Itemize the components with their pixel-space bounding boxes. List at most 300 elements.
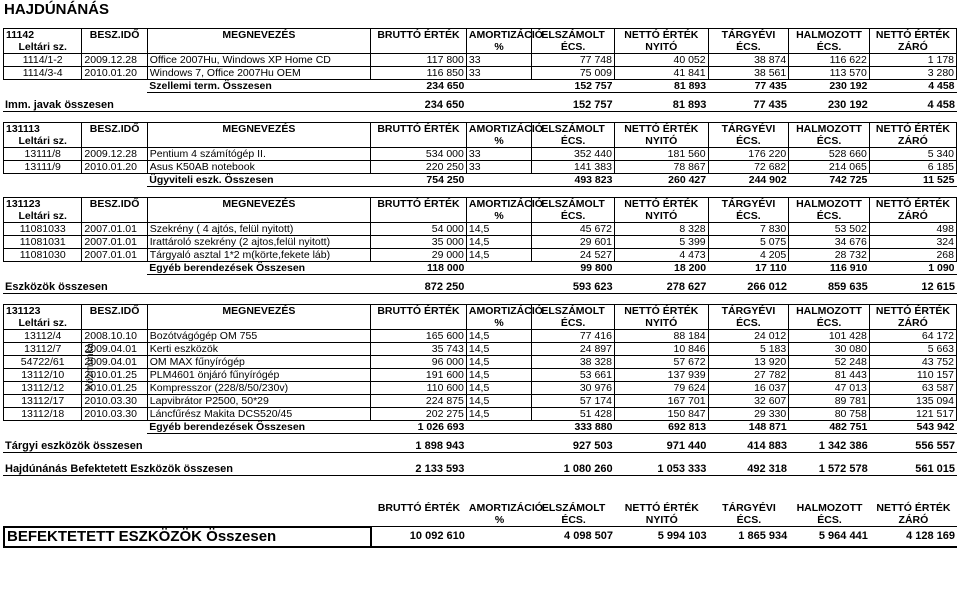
cell-c8: 28 732 xyxy=(789,249,870,262)
total-0-value: 152 757 xyxy=(532,99,615,112)
cell-c2: Kompresszor (228/8/50/230v) xyxy=(147,382,370,395)
table-row xyxy=(4,356,957,369)
cell-c5: 24 527 xyxy=(532,249,615,262)
grand-total-value: 561 015 xyxy=(870,463,957,476)
cell-c3: 35 743 xyxy=(371,343,467,356)
cell-c3: 96 000 xyxy=(371,356,467,369)
cell-empty xyxy=(4,421,82,434)
header-code: 131113 Leltári sz. xyxy=(4,123,82,148)
cell-c5: 45 672 xyxy=(532,223,615,236)
cell-c5: 141 383 xyxy=(532,161,615,174)
cell-c0: 13111/9 xyxy=(4,161,82,174)
total-3-value: 927 503 xyxy=(532,440,615,453)
table-row xyxy=(4,161,957,174)
subtotal-label: Egyéb berendezések Összesen xyxy=(147,421,370,434)
total-2-value: 278 627 xyxy=(615,281,709,294)
section-131123 xyxy=(3,304,957,434)
cell-c9: 63 587 xyxy=(869,382,956,395)
cell-c1: 2007.01.01 xyxy=(82,249,147,262)
header-row xyxy=(4,29,957,54)
cell-c5: 53 661 xyxy=(532,369,615,382)
cell-c1: 2010.01.20 xyxy=(82,67,147,80)
total-3-row xyxy=(3,440,957,453)
cell-empty xyxy=(4,174,82,187)
header-row xyxy=(4,198,957,223)
cell-c7: 32 607 xyxy=(708,395,789,408)
grand-total-row xyxy=(3,463,957,476)
cell-c0: 13112/12 xyxy=(4,382,82,395)
cell-c1: 2009.12.28 xyxy=(82,148,147,161)
subtotal-value: 742 725 xyxy=(789,174,870,187)
final-value: 5 994 103 xyxy=(615,527,709,547)
final-value: 1 865 934 xyxy=(709,527,790,547)
cell-c9: 5 663 xyxy=(869,343,956,356)
cell-c8: 89 781 xyxy=(789,395,870,408)
subtotal-value: 482 751 xyxy=(789,421,870,434)
cell-c6: 4 473 xyxy=(614,249,708,262)
header-c2: MEGNEVEZÉS xyxy=(147,305,370,330)
header-c7: TÁRGYÉVI ÉCS. xyxy=(708,123,789,148)
header-c7: TÁRGYÉVI ÉCS. xyxy=(708,305,789,330)
cell-c2: Bozótvágógép OM 755 xyxy=(147,330,370,343)
final-header-c9: NETTÓ ÉRTÉK ZÁRÓ xyxy=(870,502,957,527)
cell-c8: 34 676 xyxy=(789,236,870,249)
subtotal-value xyxy=(466,421,531,434)
cell-c7: 16 037 xyxy=(708,382,789,395)
cell-c4: 33 xyxy=(466,67,531,80)
cell-c0: 11081031 xyxy=(4,236,82,249)
cell-c9: 268 xyxy=(869,249,956,262)
cell-c3: 220 250 xyxy=(371,161,467,174)
cell-c6: 8 328 xyxy=(614,223,708,236)
total-2-label: Eszközök összesen xyxy=(3,281,370,294)
subtotal-row xyxy=(4,262,957,275)
total-0-label: Imm. javak összesen xyxy=(3,99,370,112)
subtotal-value: 77 435 xyxy=(708,80,789,93)
subtotal-value: 1 090 xyxy=(869,262,956,275)
total-2-value xyxy=(466,281,531,294)
header-c5: ELSZÁMOLT ÉCS. xyxy=(532,29,615,54)
cell-c6: 5 399 xyxy=(614,236,708,249)
cell-c3: 202 275 xyxy=(371,408,467,421)
final-summary xyxy=(3,502,957,548)
cell-c9: 324 xyxy=(869,236,956,249)
grand-total-value xyxy=(466,463,531,476)
subtotal-value: 333 880 xyxy=(532,421,615,434)
subtotal-value: 17 110 xyxy=(708,262,789,275)
cell-c3: 191 600 xyxy=(371,369,467,382)
cell-c9: 1 178 xyxy=(869,54,956,67)
cell-c5: 352 440 xyxy=(532,148,615,161)
cell-c8: 47 013 xyxy=(789,382,870,395)
cell-c8: 116 622 xyxy=(789,54,870,67)
subtotal-value: 260 427 xyxy=(614,174,708,187)
header-c8: HALMOZOTT ÉCS. xyxy=(789,305,870,330)
header-c5: ELSZÁMOLT ÉCS. xyxy=(532,198,615,223)
cell-c4: 33 xyxy=(466,161,531,174)
spacer xyxy=(0,453,960,463)
final-value xyxy=(467,527,532,547)
section-11142 xyxy=(3,28,957,93)
header-c9: NETTÓ ÉRTÉK ZÁRÓ xyxy=(869,305,956,330)
subtotal-row xyxy=(4,174,957,187)
grand-total-label: Hajdúnánás Befektetett Eszközök összesen xyxy=(3,463,370,476)
cell-c0: 13111/8 xyxy=(4,148,82,161)
cell-c0: 11081033 xyxy=(4,223,82,236)
cell-c4: 33 xyxy=(466,54,531,67)
cell-c5: 75 009 xyxy=(532,67,615,80)
total-2-value: 266 012 xyxy=(708,281,789,294)
header-c8: HALMOZOTT ÉCS. xyxy=(789,123,870,148)
cell-c7: 176 220 xyxy=(708,148,789,161)
cell-c0: 13112/10 xyxy=(4,369,82,382)
header-c8: HALMOZOTT ÉCS. xyxy=(789,29,870,54)
cell-c1: 2009.04.01 xyxy=(82,343,147,356)
header-c6: NETTÓ ÉRTÉK NYITÓ xyxy=(614,123,708,148)
cell-c3: 29 000 xyxy=(371,249,467,262)
subtotal-value: 1 026 693 xyxy=(371,421,467,434)
cell-c2: Office 2007Hu, Windows XP Home CD xyxy=(147,54,370,67)
cell-c3: 224 875 xyxy=(371,395,467,408)
cell-c3: 534 000 xyxy=(371,148,467,161)
subtotal-value: 692 813 xyxy=(614,421,708,434)
cell-c5: 30 976 xyxy=(532,382,615,395)
total-3-value: 971 440 xyxy=(615,440,709,453)
table-row xyxy=(4,330,957,343)
cell-c1: 2009.04.01 xyxy=(82,356,147,369)
table-row xyxy=(4,148,957,161)
total-2 xyxy=(3,281,957,294)
cell-c1: 2010.03.30 xyxy=(82,408,147,421)
subtotal-value: 244 902 xyxy=(708,174,789,187)
cell-c8: 30 080 xyxy=(789,343,870,356)
cell-c5: 29 601 xyxy=(532,236,615,249)
section-131123 xyxy=(3,197,957,275)
header-c9: NETTÓ ÉRTÉK ZÁRÓ xyxy=(869,198,956,223)
header-c3: BRUTTÓ ÉRTÉK xyxy=(371,29,467,54)
cell-c7: 72 682 xyxy=(708,161,789,174)
total-0-value: 81 893 xyxy=(615,99,709,112)
table-row xyxy=(4,343,957,356)
subtotal-value: 493 823 xyxy=(532,174,615,187)
subtotal-value xyxy=(466,262,531,275)
final-header-c5: ELSZÁMOLT ÉCS. xyxy=(532,502,615,527)
cell-c7: 5 075 xyxy=(708,236,789,249)
final-value: 4 098 507 xyxy=(532,527,615,547)
cell-c8: 81 443 xyxy=(789,369,870,382)
header-c7: TÁRGYÉVI ÉCS. xyxy=(708,29,789,54)
total-3-value: 1 898 943 xyxy=(370,440,466,453)
subtotal-value: 230 192 xyxy=(789,80,870,93)
final-value: 4 128 169 xyxy=(870,527,957,547)
cell-c6: 181 560 xyxy=(614,148,708,161)
cell-c0: 13112/17 xyxy=(4,395,82,408)
cell-c7: 7 830 xyxy=(708,223,789,236)
total-0-value: 234 650 xyxy=(370,99,466,112)
cell-empty xyxy=(82,262,147,275)
cell-c8: 113 570 xyxy=(789,67,870,80)
header-c4: AMORTIZÁCIÓ % xyxy=(466,29,531,54)
header-c9: NETTÓ ÉRTÉK ZÁRÓ xyxy=(869,29,956,54)
cell-c4: 14,5 xyxy=(466,249,531,262)
cell-c6: 10 846 xyxy=(614,343,708,356)
cell-c6: 78 867 xyxy=(614,161,708,174)
header-c3: BRUTTÓ ÉRTÉK xyxy=(371,305,467,330)
subtotal-value: 118 000 xyxy=(371,262,467,275)
table-row xyxy=(4,249,957,262)
spacer xyxy=(0,476,960,502)
cell-c3: 116 850 xyxy=(371,67,467,80)
table-row xyxy=(4,67,957,80)
cell-c1: 2010.01.20 xyxy=(82,161,147,174)
cell-c8: 214 065 xyxy=(789,161,870,174)
spacer xyxy=(0,112,960,122)
total-3-value: 1 342 386 xyxy=(789,440,870,453)
header-row xyxy=(4,123,957,148)
total-0 xyxy=(3,99,957,112)
header-c3: BRUTTÓ ÉRTÉK xyxy=(371,123,467,148)
cell-c7: 4 205 xyxy=(708,249,789,262)
cell-c7: 27 782 xyxy=(708,369,789,382)
header-c1: BESZ.IDŐ xyxy=(82,305,147,330)
cell-c2: Szekrény ( 4 ajtós, felül nyitott) xyxy=(147,223,370,236)
cell-c0: 11081030 xyxy=(4,249,82,262)
header-c2: MEGNEVEZÉS xyxy=(147,198,370,223)
cell-c4: 14,5 xyxy=(466,343,531,356)
cell-c7: 38 874 xyxy=(708,54,789,67)
spacer xyxy=(0,294,960,304)
cell-c3: 117 800 xyxy=(371,54,467,67)
subtotal-value: 234 650 xyxy=(371,80,467,93)
page-title: HAJDÚNÁNÁS xyxy=(4,1,110,18)
cell-c2: Láncfűrész Makita DCS520/45 xyxy=(147,408,370,421)
cell-c3: 35 000 xyxy=(371,236,467,249)
subtotal-value: 18 200 xyxy=(614,262,708,275)
cell-c5: 77 416 xyxy=(532,330,615,343)
final-label: BEFEKTETETT ESZKÖZÖK Összesen xyxy=(4,527,371,547)
header-c2: MEGNEVEZÉS xyxy=(147,123,370,148)
cell-c4: 14,5 xyxy=(466,356,531,369)
cell-c2: Tárgyaló asztal 1*2 m(körte,fekete láb) xyxy=(147,249,370,262)
cell-c2: PLM4601 önjáró fűnyírógép xyxy=(147,369,370,382)
side-label: Közmunka xyxy=(85,343,97,391)
cell-c0: 13112/7 Közmunka xyxy=(4,343,82,356)
header-c6: NETTÓ ÉRTÉK NYITÓ xyxy=(614,305,708,330)
cell-c8: 101 428 xyxy=(789,330,870,343)
cell-c3: 165 600 xyxy=(371,330,467,343)
header-c1: BESZ.IDŐ xyxy=(82,29,147,54)
cell-c9: 5 340 xyxy=(869,148,956,161)
cell-c4: 14,5 xyxy=(466,330,531,343)
grand-total xyxy=(3,463,957,476)
subtotal-value: 754 250 xyxy=(371,174,467,187)
final-header-c7: TÁRGYÉVI ÉCS. xyxy=(709,502,790,527)
cell-c9: 121 517 xyxy=(869,408,956,421)
subtotal-row xyxy=(4,80,957,93)
header-c9: NETTÓ ÉRTÉK ZÁRÓ xyxy=(869,123,956,148)
cell-c0: 54722/61 xyxy=(4,356,82,369)
final-row xyxy=(4,527,957,547)
subtotal-value xyxy=(466,174,531,187)
cell-c5: 51 428 xyxy=(532,408,615,421)
spacer xyxy=(0,187,960,197)
total-2-row xyxy=(3,281,957,294)
cell-c6: 57 672 xyxy=(614,356,708,369)
grand-total-value: 1 572 578 xyxy=(789,463,870,476)
header-row xyxy=(4,305,957,330)
cell-c4: 33 xyxy=(466,148,531,161)
header-c1: BESZ.IDŐ xyxy=(82,198,147,223)
cell-empty xyxy=(82,421,147,434)
grand-total-value: 1 080 260 xyxy=(532,463,615,476)
total-0-value: 77 435 xyxy=(708,99,789,112)
subtotal-value: 4 458 xyxy=(869,80,956,93)
subtotal-value: 99 800 xyxy=(532,262,615,275)
total-2-value: 872 250 xyxy=(370,281,466,294)
header-code: 131123 Leltári sz. xyxy=(4,305,82,330)
subtotal-label: Szellemi term. Összesen xyxy=(147,80,370,93)
subtotal-value: 81 893 xyxy=(614,80,708,93)
table-row xyxy=(4,54,957,67)
cell-c9: 3 280 xyxy=(869,67,956,80)
cell-c7: 29 330 xyxy=(708,408,789,421)
total-3-value: 556 557 xyxy=(870,440,957,453)
cell-c8: 80 758 xyxy=(789,408,870,421)
cell-c1: 2008.10.10 xyxy=(82,330,147,343)
cell-c0: 13112/4 xyxy=(4,330,82,343)
header-c3: BRUTTÓ ÉRTÉK xyxy=(371,198,467,223)
final-header-c8: HALMOZOTT ÉCS. xyxy=(789,502,870,527)
final-header-c4: AMORTIZÁCIÓ % xyxy=(468,502,543,526)
cell-c8: 528 660 xyxy=(789,148,870,161)
header-c2: MEGNEVEZÉS xyxy=(147,29,370,54)
cell-c9: 43 752 xyxy=(869,356,956,369)
cell-c1: 2010.01.25 xyxy=(82,382,147,395)
total-2-value: 12 615 xyxy=(870,281,957,294)
cell-c2: OM MAX fűnyírógép xyxy=(147,356,370,369)
cell-c2: Kerti eszközök xyxy=(147,343,370,356)
cell-c6: 40 052 xyxy=(614,54,708,67)
cell-c4: 14,5 xyxy=(466,395,531,408)
grand-total-value: 1 053 333 xyxy=(615,463,709,476)
final-header-c6: NETTÓ ÉRTÉK NYITÓ xyxy=(615,502,709,527)
cell-c6: 79 624 xyxy=(614,382,708,395)
header-c5: ELSZÁMOLT ÉCS. xyxy=(532,305,615,330)
cell-c9: 135 094 xyxy=(869,395,956,408)
table-row xyxy=(4,236,957,249)
cell-c4: 14,5 xyxy=(466,223,531,236)
cell-c7: 13 920 xyxy=(708,356,789,369)
cell-empty xyxy=(4,262,82,275)
cell-c1: 2007.01.01 xyxy=(82,236,147,249)
cell-empty xyxy=(4,80,82,93)
total-3-value: 414 883 xyxy=(708,440,789,453)
cell-c2: Irattároló szekrény (2 ajtos,felül nyitott) xyxy=(147,236,370,249)
cell-c2: Asus K50AB notebook xyxy=(147,161,370,174)
cell-c3: 110 600 xyxy=(371,382,467,395)
cell-c7: 5 183 xyxy=(708,343,789,356)
cell-empty xyxy=(82,80,147,93)
subtotal-value xyxy=(466,80,531,93)
table-row xyxy=(4,408,957,421)
subtotal-value: 116 910 xyxy=(789,262,870,275)
total-3 xyxy=(3,440,957,453)
cell-c0: 1114/3-4 xyxy=(4,67,82,80)
final-header-c3: BRUTTÓ ÉRTÉK xyxy=(371,502,467,527)
final-value: 10 092 610 xyxy=(371,527,467,547)
subtotal-label: Egyéb berendezések Összesen xyxy=(147,262,370,275)
cell-c4: 14,5 xyxy=(466,408,531,421)
cell-c2: Windows 7, Office 2007Hu OEM xyxy=(147,67,370,80)
header-c8: HALMOZOTT ÉCS. xyxy=(789,198,870,223)
subtotal-value: 148 871 xyxy=(708,421,789,434)
cell-c4: 14,5 xyxy=(466,369,531,382)
cell-c9: 110 157 xyxy=(869,369,956,382)
header-c6: NETTÓ ÉRTÉK NYITÓ xyxy=(614,29,708,54)
cell-c7: 24 012 xyxy=(708,330,789,343)
grand-total-value: 492 318 xyxy=(708,463,789,476)
total-0-value: 4 458 xyxy=(870,99,957,112)
total-3-value xyxy=(466,440,531,453)
subtotal-row xyxy=(4,421,957,434)
header-c4: AMORTIZÁCIÓ % xyxy=(466,198,531,223)
cell-c8: 52 248 xyxy=(789,356,870,369)
cell-c1: 2007.01.01 xyxy=(82,223,147,236)
total-0-value: 230 192 xyxy=(789,99,870,112)
table-row xyxy=(4,369,957,382)
cell-c6: 41 841 xyxy=(614,67,708,80)
header-code: 11142 Leltári sz. xyxy=(4,29,82,54)
cell-c0: 1114/1-2 xyxy=(4,54,82,67)
total-3-label: Tárgyi eszközök összesen xyxy=(3,440,370,453)
header-c6: NETTÓ ÉRTÉK NYITÓ xyxy=(614,198,708,223)
cell-c7: 38 561 xyxy=(708,67,789,80)
section-131113 xyxy=(3,122,957,187)
table-row xyxy=(4,395,957,408)
cell-c5: 24 897 xyxy=(532,343,615,356)
grand-total-value: 2 133 593 xyxy=(370,463,466,476)
total-2-value: 859 635 xyxy=(789,281,870,294)
cell-c6: 150 847 xyxy=(614,408,708,421)
cell-c2: Pentium 4 számítógép II. xyxy=(147,148,370,161)
total-0-value xyxy=(466,99,531,112)
cell-c9: 64 172 xyxy=(869,330,956,343)
cell-c5: 57 174 xyxy=(532,395,615,408)
header-c4: AMORTIZÁCIÓ % xyxy=(466,123,531,148)
table-row xyxy=(4,382,957,395)
subtotal-value: 11 525 xyxy=(869,174,956,187)
header-c4: AMORTIZÁCIÓ % xyxy=(466,305,531,330)
header-c5: ELSZÁMOLT ÉCS. xyxy=(532,123,615,148)
cell-c6: 88 184 xyxy=(614,330,708,343)
cell-c3: 54 000 xyxy=(371,223,467,236)
subtotal-value: 152 757 xyxy=(532,80,615,93)
cell-c9: 6 185 xyxy=(869,161,956,174)
cell-c5: 38 328 xyxy=(532,356,615,369)
header-c7: TÁRGYÉVI ÉCS. xyxy=(708,198,789,223)
final-header-row xyxy=(4,502,957,527)
final-value: 5 964 441 xyxy=(789,527,870,547)
cell-c1: 2010.03.30 xyxy=(82,395,147,408)
cell-c0: 13112/18 xyxy=(4,408,82,421)
cell-c4: 14,5 xyxy=(466,236,531,249)
cell-c6: 167 701 xyxy=(614,395,708,408)
subtotal-value: 543 942 xyxy=(869,421,956,434)
cell-c1: 2010.01.25 xyxy=(82,369,147,382)
total-0-row xyxy=(3,99,957,112)
asset-register xyxy=(0,28,960,548)
cell-c2: Lapvibrátor P2500, 50*29 xyxy=(147,395,370,408)
